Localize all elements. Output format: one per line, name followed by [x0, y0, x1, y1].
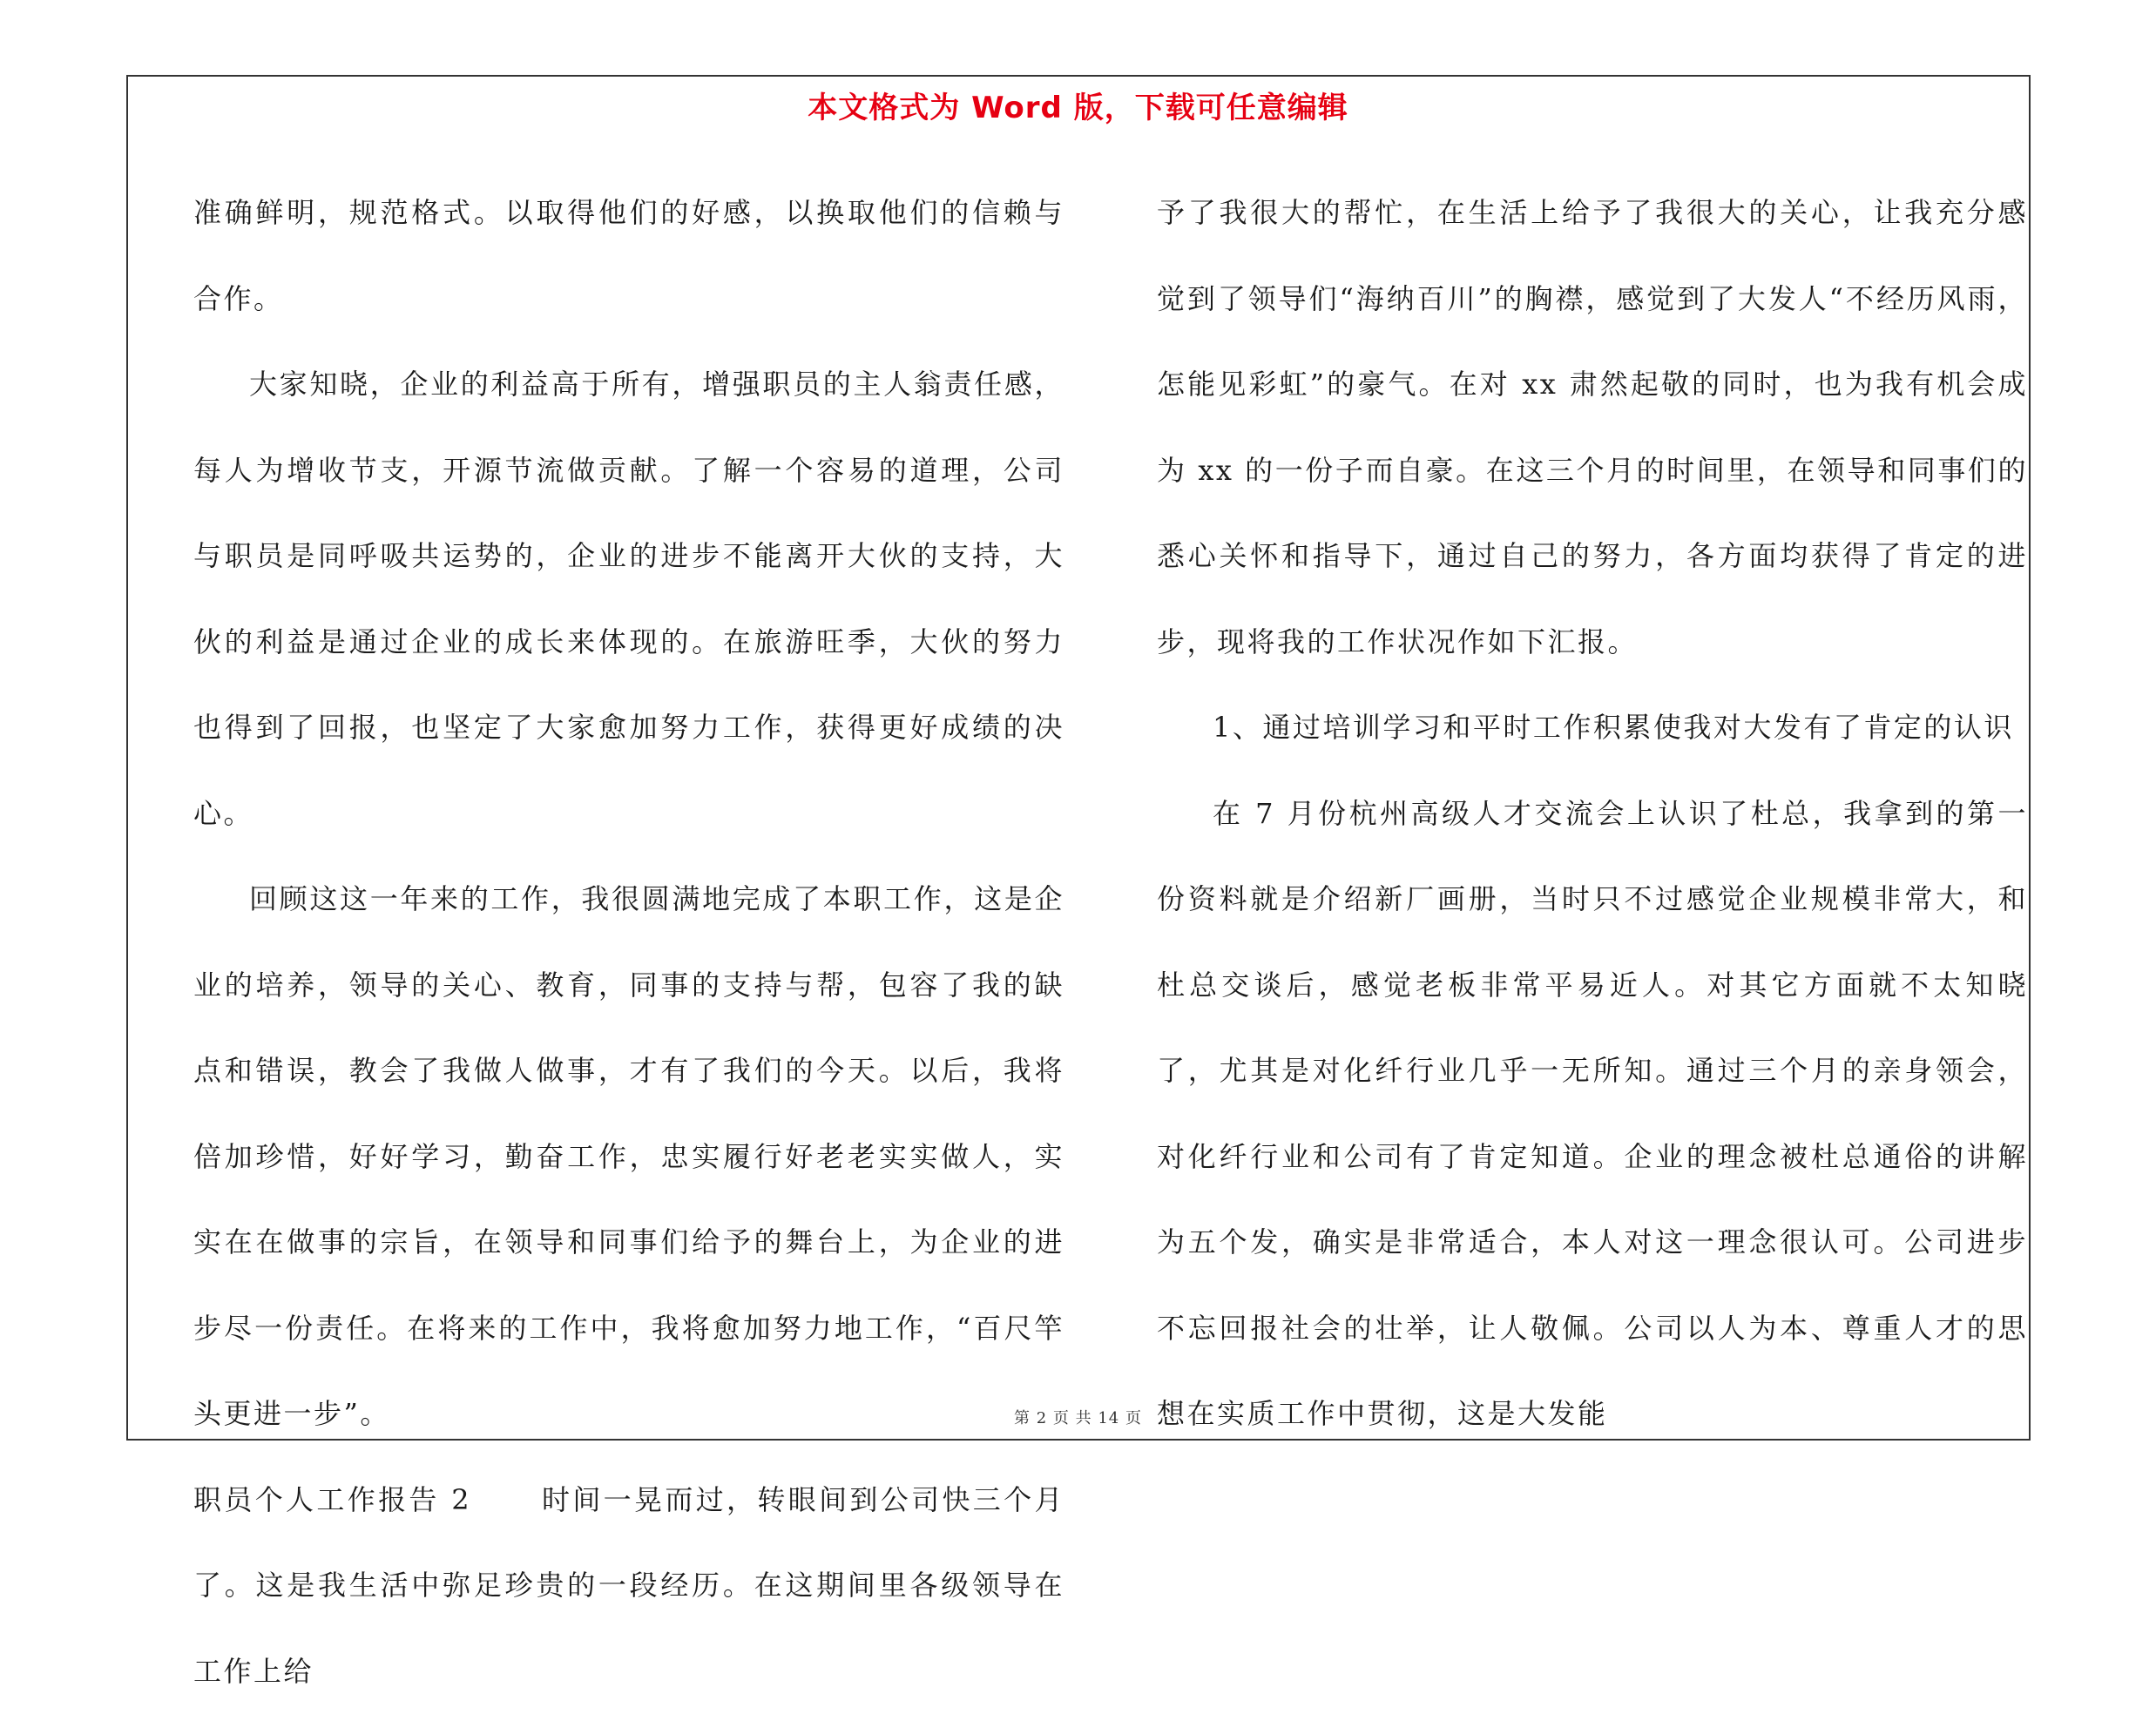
left-paragraph-3: 回顾这这一年来的工作，我很圆满地完成了本职工作，这是企业的培养，领导的关心、教育，同事的支持与帮，包容了我的缺点和错误，教会了我做人做事，才有了我们的今天。以后，我将倍加珍惜，好好学习，勤奋工作，忠实履行好老老实实做人，实实在在做事的宗旨，在领导和同事们给予的舞台上，为企业的进步尽一份责任。在将来的工作中，我将愈加努力地工作，“百尺竿头更进一步”。	[193, 856, 1064, 1457]
left-paragraph-1: 准确鲜明，规范格式。以取得他们的好感，以换取他们的信赖与合作。	[193, 170, 1064, 341]
right-paragraph-3: 在 7 月份杭州高级人才交流会上认识了杜总，我拿到的第一份资料就是介绍新厂画册，当时只不过感觉企业规模非常大，和杜总交谈后，感觉老板非常平易近人。对其它方面就不太知晓了，尤其是对化纤行业几乎一无所知。通过三个月的亲身领会，对化纤行业和公司有了肯定知道。企业的理念被杜总通俗的讲解为五个发，确实是非常适合，本人对这一理念很认可。公司进步不忘回报社会的壮举，让人敬佩。公司以人为本、尊重人才的思想在实质工作中贯彻，这是大发能	[1157, 771, 2028, 1457]
left-paragraph-4	[193, 1457, 1064, 1714]
page-number: 第 2 页 共 14 页	[0, 1406, 2156, 1428]
report-body: 时间一晃而过，转眼间到公司快三个月了。这是我生活中弥足珍贵的一段经历。在这期间里各级领导在工作上给	[193, 1483, 1064, 1688]
left-column	[193, 170, 1064, 1714]
report-title: 职员个人工作报告 2	[193, 1483, 471, 1516]
right-paragraph-1: 予了我很大的帮忙，在生活上给予了我很大的关心，让我充分感觉到了领导们“海纳百川”的胸襟，感觉到了大发人“不经历风雨，怎能见彩虹”的豪气。在对 xx 肃然起敬的同时，也为我有机会成为 xx 的一份子而自豪。在这三个月的时间里，在领导和同事们的悉心关怀和指导下，通过自己的努力，各方面均获得了肯定的进步，现将我的工作状况作如下汇报。	[1157, 170, 2028, 685]
left-paragraph-2: 大家知晓，企业的利益高于所有，增强职员的主人翁责任感，每人为增收节支，开源节流做贡献。了解一个容易的道理，公司与职员是同呼吸共运势的，企业的进步不能离开大伙的支持，大伙的利益是通过企业的成长来体现的。在旅游旺季，大伙的努力也得到了回报，也坚定了大家愈加努力工作，获得更好成绩的决心。	[193, 341, 1064, 856]
right-paragraph-2: 1、通过培训学习和平时工作积累使我对大发有了肯定的认识	[1157, 685, 2028, 771]
header-banner: 本文格式为 Word 版，下载可任意编辑	[0, 84, 2156, 126]
right-column	[1157, 170, 2028, 1457]
